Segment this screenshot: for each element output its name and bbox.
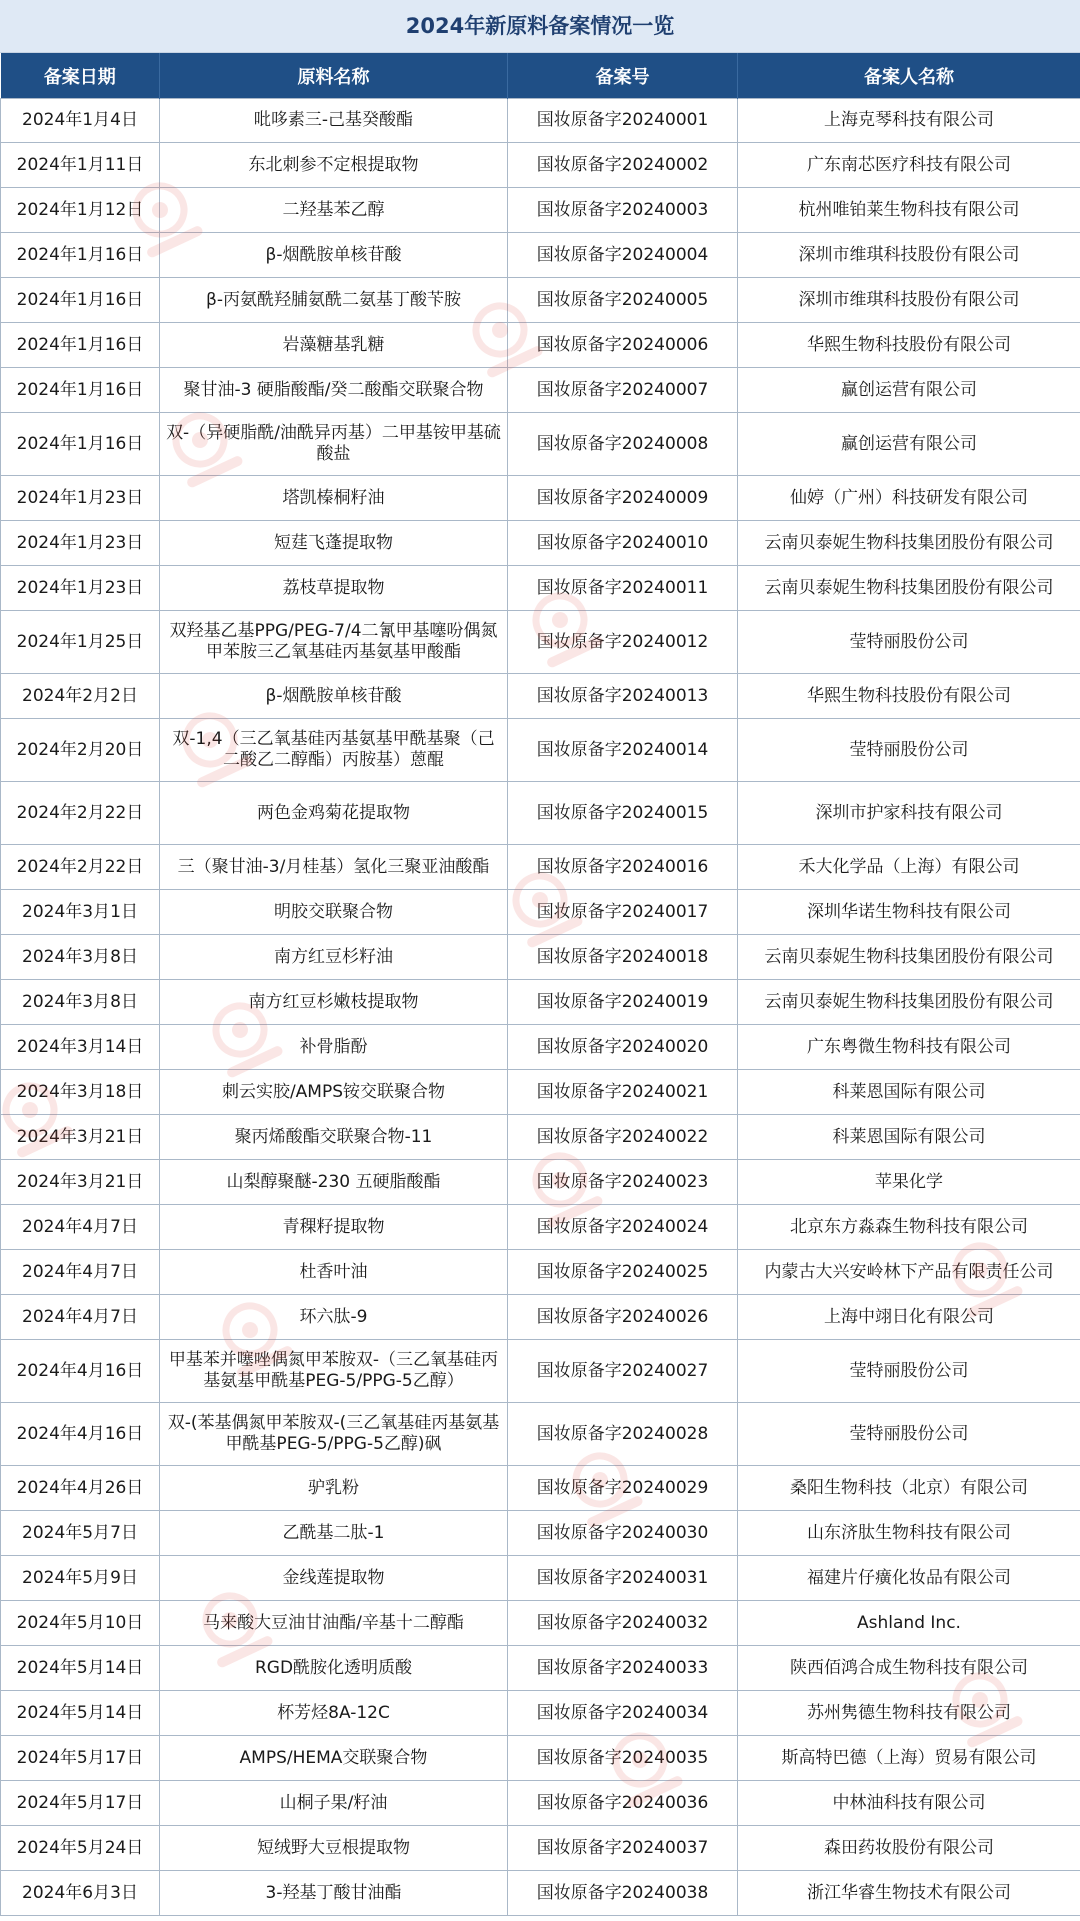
- cell-applicant: 深圳市维琪科技股份有限公司: [738, 233, 1080, 278]
- cell-filing-number: 国妆原备字20240022: [508, 1115, 738, 1160]
- cell-material-name: 南方红豆杉籽油: [160, 935, 508, 980]
- cell-material-name: β-烟酰胺单核苷酸: [160, 674, 508, 719]
- cell-material-name: 驴乳粉: [160, 1466, 508, 1511]
- cell-date: 2024年1月23日: [1, 476, 160, 521]
- cell-material-name: 明胶交联聚合物: [160, 890, 508, 935]
- cell-applicant: 深圳市护家科技有限公司: [738, 782, 1080, 845]
- table-body: [1, 99, 1080, 1916]
- column-header-material-name: 原料名称: [160, 53, 508, 99]
- cell-filing-number: 国妆原备字20240030: [508, 1511, 738, 1556]
- cell-date: 2024年1月11日: [1, 143, 160, 188]
- cell-date: 2024年4月7日: [1, 1295, 160, 1340]
- table-row: [1, 521, 1080, 566]
- cell-filing-number: 国妆原备字20240032: [508, 1601, 738, 1646]
- cell-applicant: 科莱恩国际有限公司: [738, 1115, 1080, 1160]
- table-row: [1, 845, 1080, 890]
- cell-applicant: 莹特丽股份公司: [738, 1403, 1080, 1466]
- cell-applicant: 深圳华诺生物科技有限公司: [738, 890, 1080, 935]
- cell-material-name: 双-（异硬脂酰/油酰异丙基）二甲基铵甲基硫酸盐: [160, 413, 508, 476]
- cell-material-name: 短莛飞蓬提取物: [160, 521, 508, 566]
- cell-date: 2024年1月12日: [1, 188, 160, 233]
- cell-date: 2024年3月18日: [1, 1070, 160, 1115]
- table-row: [1, 323, 1080, 368]
- cell-material-name: 东北刺参不定根提取物: [160, 143, 508, 188]
- cell-applicant: 华熙生物科技股份有限公司: [738, 674, 1080, 719]
- cell-applicant: 桑阳生物科技（北京）有限公司: [738, 1466, 1080, 1511]
- table-row: [1, 1070, 1080, 1115]
- cell-date: 2024年6月3日: [1, 1871, 160, 1916]
- table-row: [1, 1340, 1080, 1403]
- table-row: [1, 1511, 1080, 1556]
- cell-date: 2024年3月21日: [1, 1160, 160, 1205]
- cell-applicant: 中林油科技有限公司: [738, 1781, 1080, 1826]
- cell-material-name: 短绒野大豆根提取物: [160, 1826, 508, 1871]
- cell-date: 2024年2月2日: [1, 674, 160, 719]
- table-row: [1, 890, 1080, 935]
- table-row: [1, 719, 1080, 782]
- table-row: [1, 1160, 1080, 1205]
- cell-date: 2024年5月24日: [1, 1826, 160, 1871]
- cell-applicant: 赢创运营有限公司: [738, 413, 1080, 476]
- cell-filing-number: 国妆原备字20240012: [508, 611, 738, 674]
- table-row: [1, 188, 1080, 233]
- cell-applicant: 云南贝泰妮生物科技集团股份有限公司: [738, 980, 1080, 1025]
- table-row: [1, 233, 1080, 278]
- cell-filing-number: 国妆原备字20240016: [508, 845, 738, 890]
- page-title: 2024年新原料备案情况一览: [0, 0, 1080, 53]
- cell-date: 2024年1月25日: [1, 611, 160, 674]
- cell-applicant: 禾大化学品（上海）有限公司: [738, 845, 1080, 890]
- cell-filing-number: 国妆原备字20240038: [508, 1871, 738, 1916]
- cell-material-name: 荔枝草提取物: [160, 566, 508, 611]
- cell-applicant: 苹果化学: [738, 1160, 1080, 1205]
- cell-material-name: 马来酸大豆油甘油酯/辛基十二醇酯: [160, 1601, 508, 1646]
- cell-applicant: 仙婷（广州）科技研发有限公司: [738, 476, 1080, 521]
- table-row: [1, 1025, 1080, 1070]
- cell-date: 2024年5月17日: [1, 1736, 160, 1781]
- cell-date: 2024年1月16日: [1, 278, 160, 323]
- cell-material-name: 两色金鸡菊花提取物: [160, 782, 508, 845]
- table-row: [1, 782, 1080, 845]
- table-row: [1, 1781, 1080, 1826]
- table-row: [1, 1556, 1080, 1601]
- cell-filing-number: 国妆原备字20240009: [508, 476, 738, 521]
- cell-applicant: 科莱恩国际有限公司: [738, 1070, 1080, 1115]
- cell-applicant: 斯高特巴德（上海）贸易有限公司: [738, 1736, 1080, 1781]
- column-header-applicant: 备案人名称: [738, 53, 1080, 99]
- cell-applicant: 华熙生物科技股份有限公司: [738, 323, 1080, 368]
- cell-filing-number: 国妆原备字20240028: [508, 1403, 738, 1466]
- cell-filing-number: 国妆原备字20240006: [508, 323, 738, 368]
- cell-filing-number: 国妆原备字20240023: [508, 1160, 738, 1205]
- cell-material-name: 双-1,4（三乙氧基硅丙基氨基甲酰基聚（己二酸乙二醇酯）丙胺基）蒽醌: [160, 719, 508, 782]
- cell-applicant: 莹特丽股份公司: [738, 1340, 1080, 1403]
- table-row: [1, 1826, 1080, 1871]
- table-row: [1, 413, 1080, 476]
- table-row: [1, 674, 1080, 719]
- cell-date: 2024年1月16日: [1, 323, 160, 368]
- cell-date: 2024年3月8日: [1, 935, 160, 980]
- table-row: [1, 1403, 1080, 1466]
- cell-filing-number: 国妆原备字20240026: [508, 1295, 738, 1340]
- cell-date: 2024年4月16日: [1, 1403, 160, 1466]
- cell-applicant: Ashland Inc.: [738, 1601, 1080, 1646]
- cell-date: 2024年5月7日: [1, 1511, 160, 1556]
- cell-filing-number: 国妆原备字20240017: [508, 890, 738, 935]
- cell-date: 2024年3月1日: [1, 890, 160, 935]
- table-row: [1, 980, 1080, 1025]
- cell-applicant: 陕西佰鸿合成生物科技有限公司: [738, 1646, 1080, 1691]
- cell-applicant: 广东南芯医疗科技有限公司: [738, 143, 1080, 188]
- cell-applicant: 莹特丽股份公司: [738, 719, 1080, 782]
- cell-filing-number: 国妆原备字20240018: [508, 935, 738, 980]
- cell-material-name: 塔凯榛桐籽油: [160, 476, 508, 521]
- cell-applicant: 杭州唯铂莱生物科技有限公司: [738, 188, 1080, 233]
- cell-material-name: 双-(苯基偶氮甲苯胺双-(三乙氧基硅丙基氨基甲酰基PEG-5/PPG-5乙醇)砜: [160, 1403, 508, 1466]
- table-row: [1, 611, 1080, 674]
- cell-applicant: 内蒙古大兴安岭林下产品有限责任公司: [738, 1250, 1080, 1295]
- table-row: [1, 99, 1080, 143]
- cell-date: 2024年1月23日: [1, 566, 160, 611]
- cell-filing-number: 国妆原备字20240035: [508, 1736, 738, 1781]
- cell-date: 2024年3月21日: [1, 1115, 160, 1160]
- cell-date: 2024年2月22日: [1, 782, 160, 845]
- cell-filing-number: 国妆原备字20240010: [508, 521, 738, 566]
- cell-filing-number: 国妆原备字20240019: [508, 980, 738, 1025]
- cell-material-name: 聚甘油-3 硬脂酸酯/癸二酸酯交联聚合物: [160, 368, 508, 413]
- column-header-date: 备案日期: [1, 53, 160, 99]
- cell-applicant: 深圳市维琪科技股份有限公司: [738, 278, 1080, 323]
- table-row: [1, 1115, 1080, 1160]
- cell-date: 2024年2月20日: [1, 719, 160, 782]
- cell-filing-number: 国妆原备字20240008: [508, 413, 738, 476]
- cell-filing-number: 国妆原备字20240013: [508, 674, 738, 719]
- cell-material-name: 环六肽-9: [160, 1295, 508, 1340]
- cell-filing-number: 国妆原备字20240011: [508, 566, 738, 611]
- cell-filing-number: 国妆原备字20240005: [508, 278, 738, 323]
- cell-material-name: 杜香叶油: [160, 1250, 508, 1295]
- cell-filing-number: 国妆原备字20240033: [508, 1646, 738, 1691]
- cell-applicant: 山东济肽生物科技有限公司: [738, 1511, 1080, 1556]
- table-row: [1, 566, 1080, 611]
- table-row: [1, 1691, 1080, 1736]
- cell-date: 2024年5月17日: [1, 1781, 160, 1826]
- cell-material-name: 乙酰基二肽-1: [160, 1511, 508, 1556]
- cell-material-name: β-烟酰胺单核苷酸: [160, 233, 508, 278]
- cell-material-name: 岩藻糖基乳糖: [160, 323, 508, 368]
- cell-material-name: 聚丙烯酸酯交联聚合物-11: [160, 1115, 508, 1160]
- cell-date: 2024年1月23日: [1, 521, 160, 566]
- table-row: [1, 1250, 1080, 1295]
- cell-applicant: 云南贝泰妮生物科技集团股份有限公司: [738, 935, 1080, 980]
- table-row: [1, 1736, 1080, 1781]
- cell-date: 2024年1月16日: [1, 413, 160, 476]
- cell-filing-number: 国妆原备字20240024: [508, 1205, 738, 1250]
- table-row: [1, 1601, 1080, 1646]
- table-row: [1, 143, 1080, 188]
- cell-applicant: 莹特丽股份公司: [738, 611, 1080, 674]
- cell-filing-number: 国妆原备字20240037: [508, 1826, 738, 1871]
- cell-material-name: 山梨醇聚醚-230 五硬脂酸酯: [160, 1160, 508, 1205]
- cell-material-name: 甲基苯并噻唑偶氮甲苯胺双-（三乙氧基硅丙基氨基甲酰基PEG-5/PPG-5乙醇）: [160, 1340, 508, 1403]
- cell-date: 2024年1月4日: [1, 99, 160, 143]
- cell-date: 2024年4月7日: [1, 1205, 160, 1250]
- table-header-row: [1, 53, 1080, 99]
- cell-applicant: 云南贝泰妮生物科技集团股份有限公司: [738, 566, 1080, 611]
- cell-filing-number: 国妆原备字20240004: [508, 233, 738, 278]
- cell-material-name: RGD酰胺化透明质酸: [160, 1646, 508, 1691]
- cell-applicant: 浙江华睿生物技术有限公司: [738, 1871, 1080, 1916]
- cell-material-name: 三（聚甘油-3/月桂基）氢化三聚亚油酸酯: [160, 845, 508, 890]
- cell-material-name: 双羟基乙基PPG/PEG-7/4二氰甲基噻吩偶氮甲苯胺三乙氧基硅丙基氨基甲酸酯: [160, 611, 508, 674]
- cell-material-name: β-丙氨酰羟脯氨酰二氨基丁酸苄胺: [160, 278, 508, 323]
- cell-applicant: 森田药妆股份有限公司: [738, 1826, 1080, 1871]
- table-row: [1, 476, 1080, 521]
- cell-filing-number: 国妆原备字20240015: [508, 782, 738, 845]
- cell-material-name: 吡哆素三-己基癸酸酯: [160, 99, 508, 143]
- cell-applicant: 广东粤微生物科技有限公司: [738, 1025, 1080, 1070]
- cell-material-name: 二羟基苯乙醇: [160, 188, 508, 233]
- cell-filing-number: 国妆原备字20240025: [508, 1250, 738, 1295]
- cell-filing-number: 国妆原备字20240034: [508, 1691, 738, 1736]
- cell-applicant: 上海中翊日化有限公司: [738, 1295, 1080, 1340]
- cell-filing-number: 国妆原备字20240002: [508, 143, 738, 188]
- cell-date: 2024年4月16日: [1, 1340, 160, 1403]
- table-row: [1, 935, 1080, 980]
- cell-material-name: 刺云实胶/AMPS铵交联聚合物: [160, 1070, 508, 1115]
- cell-filing-number: 国妆原备字20240036: [508, 1781, 738, 1826]
- cell-applicant: 福建片仔癀化妆品有限公司: [738, 1556, 1080, 1601]
- cell-date: 2024年5月9日: [1, 1556, 160, 1601]
- table-row: [1, 1205, 1080, 1250]
- table-row: [1, 1466, 1080, 1511]
- cell-material-name: 3-羟基丁酸甘油酯: [160, 1871, 508, 1916]
- cell-filing-number: 国妆原备字20240031: [508, 1556, 738, 1601]
- cell-filing-number: 国妆原备字20240029: [508, 1466, 738, 1511]
- cell-material-name: 杯芳烃8A-12C: [160, 1691, 508, 1736]
- cell-date: 2024年4月26日: [1, 1466, 160, 1511]
- cell-filing-number: 国妆原备字20240007: [508, 368, 738, 413]
- cell-filing-number: 国妆原备字20240020: [508, 1025, 738, 1070]
- cell-filing-number: 国妆原备字20240021: [508, 1070, 738, 1115]
- cell-applicant: 上海克琴科技有限公司: [738, 99, 1080, 143]
- cell-material-name: AMPS/HEMA交联聚合物: [160, 1736, 508, 1781]
- cell-material-name: 金线莲提取物: [160, 1556, 508, 1601]
- cell-filing-number: 国妆原备字20240001: [508, 99, 738, 143]
- cell-applicant: 苏州隽德生物科技有限公司: [738, 1691, 1080, 1736]
- cell-material-name: 青稞籽提取物: [160, 1205, 508, 1250]
- cell-material-name: 南方红豆杉嫩枝提取物: [160, 980, 508, 1025]
- cell-date: 2024年5月10日: [1, 1601, 160, 1646]
- table-row: [1, 278, 1080, 323]
- raw-material-filing-table: [0, 53, 1080, 1916]
- cell-date: 2024年2月22日: [1, 845, 160, 890]
- cell-applicant: 赢创运营有限公司: [738, 368, 1080, 413]
- cell-date: 2024年1月16日: [1, 368, 160, 413]
- table-row: [1, 1295, 1080, 1340]
- cell-filing-number: 国妆原备字20240027: [508, 1340, 738, 1403]
- table-row: [1, 368, 1080, 413]
- cell-date: 2024年3月14日: [1, 1025, 160, 1070]
- cell-date: 2024年3月8日: [1, 980, 160, 1025]
- cell-applicant: 云南贝泰妮生物科技集团股份有限公司: [738, 521, 1080, 566]
- cell-date: 2024年5月14日: [1, 1646, 160, 1691]
- column-header-filing-number: 备案号: [508, 53, 738, 99]
- cell-date: 2024年1月16日: [1, 233, 160, 278]
- cell-date: 2024年4月7日: [1, 1250, 160, 1295]
- cell-applicant: 北京东方淼森生物科技有限公司: [738, 1205, 1080, 1250]
- table-row: [1, 1646, 1080, 1691]
- cell-date: 2024年5月14日: [1, 1691, 160, 1736]
- cell-filing-number: 国妆原备字20240014: [508, 719, 738, 782]
- cell-filing-number: 国妆原备字20240003: [508, 188, 738, 233]
- cell-material-name: 补骨脂酚: [160, 1025, 508, 1070]
- cell-material-name: 山桐子果/籽油: [160, 1781, 508, 1826]
- table-row: [1, 1871, 1080, 1916]
